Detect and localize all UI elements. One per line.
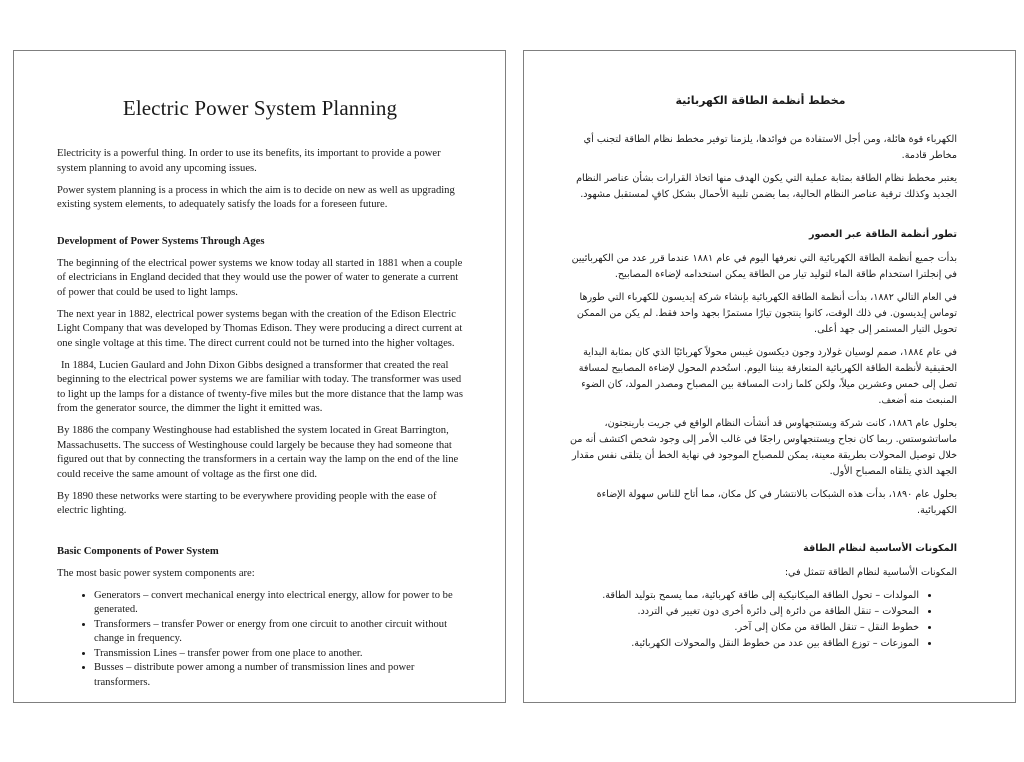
list-item: • Busses – distribute power among a number of transmission lines and power transformers. xyxy=(94,661,463,690)
section-heading-development: Development of Power Systems Through Ages xyxy=(57,235,265,247)
body-paragraph: By 1890 these networks were starting to be everywhere providing people with the ease of electric lighting. xyxy=(57,490,437,516)
components-list-arabic xyxy=(564,588,957,652)
body-paragraph: The beginning of the electrical power systems we know today all started in 1881 when a couple of electricians in England decided that they would use the power of water to generate a current of power that could be used to light lamps. xyxy=(57,257,463,298)
list-item: • Transformers – transfer Power or energy from one circuit to another circuit without change in frequency. xyxy=(94,618,463,647)
body-paragraph: By 1886 the company Westinghouse had established the system located in Great Barrington, Massachusetts. The success of Westinghouse could largely be because they had someone that figured out that by connecting the transformers in a certain way the lamp on the end of the line could receive the same amount of voltage as the first one did. xyxy=(57,425,459,480)
list-item: • Transmission Lines – transfer power from one place to another. xyxy=(94,647,463,662)
list-item-arabic: • المولدات – تحول الطاقة الميكانيكية إلى طاقة كهربائية، مما يسمح بتوليد الطاقة. xyxy=(564,588,919,604)
intro-paragraph-arabic: الكهرباء قوة هائلة، ومن أجل الاستفادة من فوائدها، يلزمنا توفير مخطط نظام الطاقة لتجنب أي مخاطر قادمة. xyxy=(583,134,957,161)
components-intro-arabic: المكونات الأساسية لنظام الطاقة تتمثل في: xyxy=(784,567,957,578)
body-paragraph-arabic: في العام التالي ١٨٨٢، بدأت أنظمة الطاقة الكهربائية بإنشاء شركة إيديسون للكهرباء التي طورها توماس إيديسون. في ذلك الوقت، كانوا ينتجون تيارًا مستمرًا بجهد واحد فقط. لم يكن من الممكن تحويل التيار المستمر إلى جهد أعلى. xyxy=(576,292,957,335)
body-paragraph-arabic: بحلول عام ١٨٨٦، كانت شركة ويستنجهاوس قد أنشأت النظام الواقع في جريت بارينجتون، ماساتشوستس. ربما كان نجاح ويستنجهاوس راجعًا في غالب الأمر إلى وجود شخص اكتشف أنه من خلال توصيل المحولات بطريقة معينة، يمكن للمصباح الموجود في نهاية الخط أن يتلقى نفس مقدار الجهد الذي يتلقاه المصباح الأول. xyxy=(569,418,957,477)
document-title-arabic: مخطط أنظمة الطاقة الكهربائية xyxy=(675,94,846,107)
components-intro: The most basic power system components are: xyxy=(57,567,255,579)
list-item-arabic: • الموزعات – توزع الطاقة بين عدد من خطوط النقل والمحولات الكهربائية. xyxy=(564,636,919,652)
document-title: Electric Power System Planning xyxy=(122,96,398,120)
arabic-document-page xyxy=(523,50,1016,703)
list-item-arabic: • خطوط النقل – تنقل الطاقة من مكان إلى آخر. xyxy=(564,620,919,636)
english-document-page xyxy=(13,50,506,703)
body-paragraph: The next year in 1882, electrical power systems began with the creation of the Edison Electric Light Company that was developed by Thomas Edison. They were producing a direct current at one single voltage at this time. The direct current could not be turned into the higher voltages. xyxy=(57,308,463,349)
body-paragraph-arabic: بحلول عام ١٨٩٠، بدأت هذه الشبكات بالانتشار في كل مكان، مما أتاح للناس سهولة الإضاءة الكهربائية. xyxy=(596,489,957,516)
intro-paragraph: Electricity is a powerful thing. In order to use its benefits, its important to provide a power system planning to avoid any upcoming issues. xyxy=(57,148,441,174)
body-paragraph-arabic: في عام ١٨٨٤، صمم لوسيان غولارد وجون ديكسون غيبس محولاً كهربائيًا الذي كان بمثابة البداية الحقيقية لأنظمة الطاقة الكهربائية المتعارفة بيننا اليوم. استُخدم المحول لإضاءة المصابيح لمسافة تصل إلى خمس وعشرين ميلاً، ولكن كلما زادت المسافة بين المصباح ومصدر المولد، كان الضوء المنبعث منه أضعف. xyxy=(578,347,957,406)
list-item: • Generators – convert mechanical energy into electrical energy, allow for power to be generated. xyxy=(94,589,463,618)
body-paragraph: In 1884, Lucien Gaulard and John Dixon Gibbs designed a transformer that created the real beginning to the electrical power systems we are familiar with today. The transformer was used to light up the lamps for a distance of twenty-five miles but the more distance that the lamp was from the generator source, the dimmer the light it emitted was. xyxy=(57,359,463,414)
section-heading-development-arabic: تطور أنظمة الطاقة عبر العصور xyxy=(808,229,957,240)
list-item-arabic: • المحولات – تنقل الطاقة من دائرة إلى دائرة أخرى دون تغيير في التردد. xyxy=(564,604,919,620)
body-paragraph-arabic: بدأت جميع أنظمة الطاقة الكهربائية التي نعرفها اليوم في عام ١٨٨١ عندما قرر عدد من الكهربائيين في إنجلترا استخدام طاقة الماء لتوليد تيار من الطاقة يمكن استخدامه لإضاءة المصابيح. xyxy=(571,253,957,280)
components-list xyxy=(57,589,463,691)
intro-paragraph: Power system planning is a process in which the aim is to decide on new as well as upgrading existing system elements, to adequately satisfy the loads for a foreseen future. xyxy=(57,184,455,210)
section-heading-components-arabic: المكونات الأساسية لنظام الطاقة xyxy=(803,543,957,554)
section-heading-components: Basic Components of Power System xyxy=(57,545,219,557)
intro-paragraph-arabic: يعتبر مخطط نظام الطاقة بمثابة عملية التي يكون الهدف منها اتخاذ القرارات بشأن عناصر النظام الجديد وكذلك ترقية عناصر النظام الحالية، بما يضمن تلبية الأحمال بشكل كافٍ لمستقبل مشهود. xyxy=(576,173,957,200)
